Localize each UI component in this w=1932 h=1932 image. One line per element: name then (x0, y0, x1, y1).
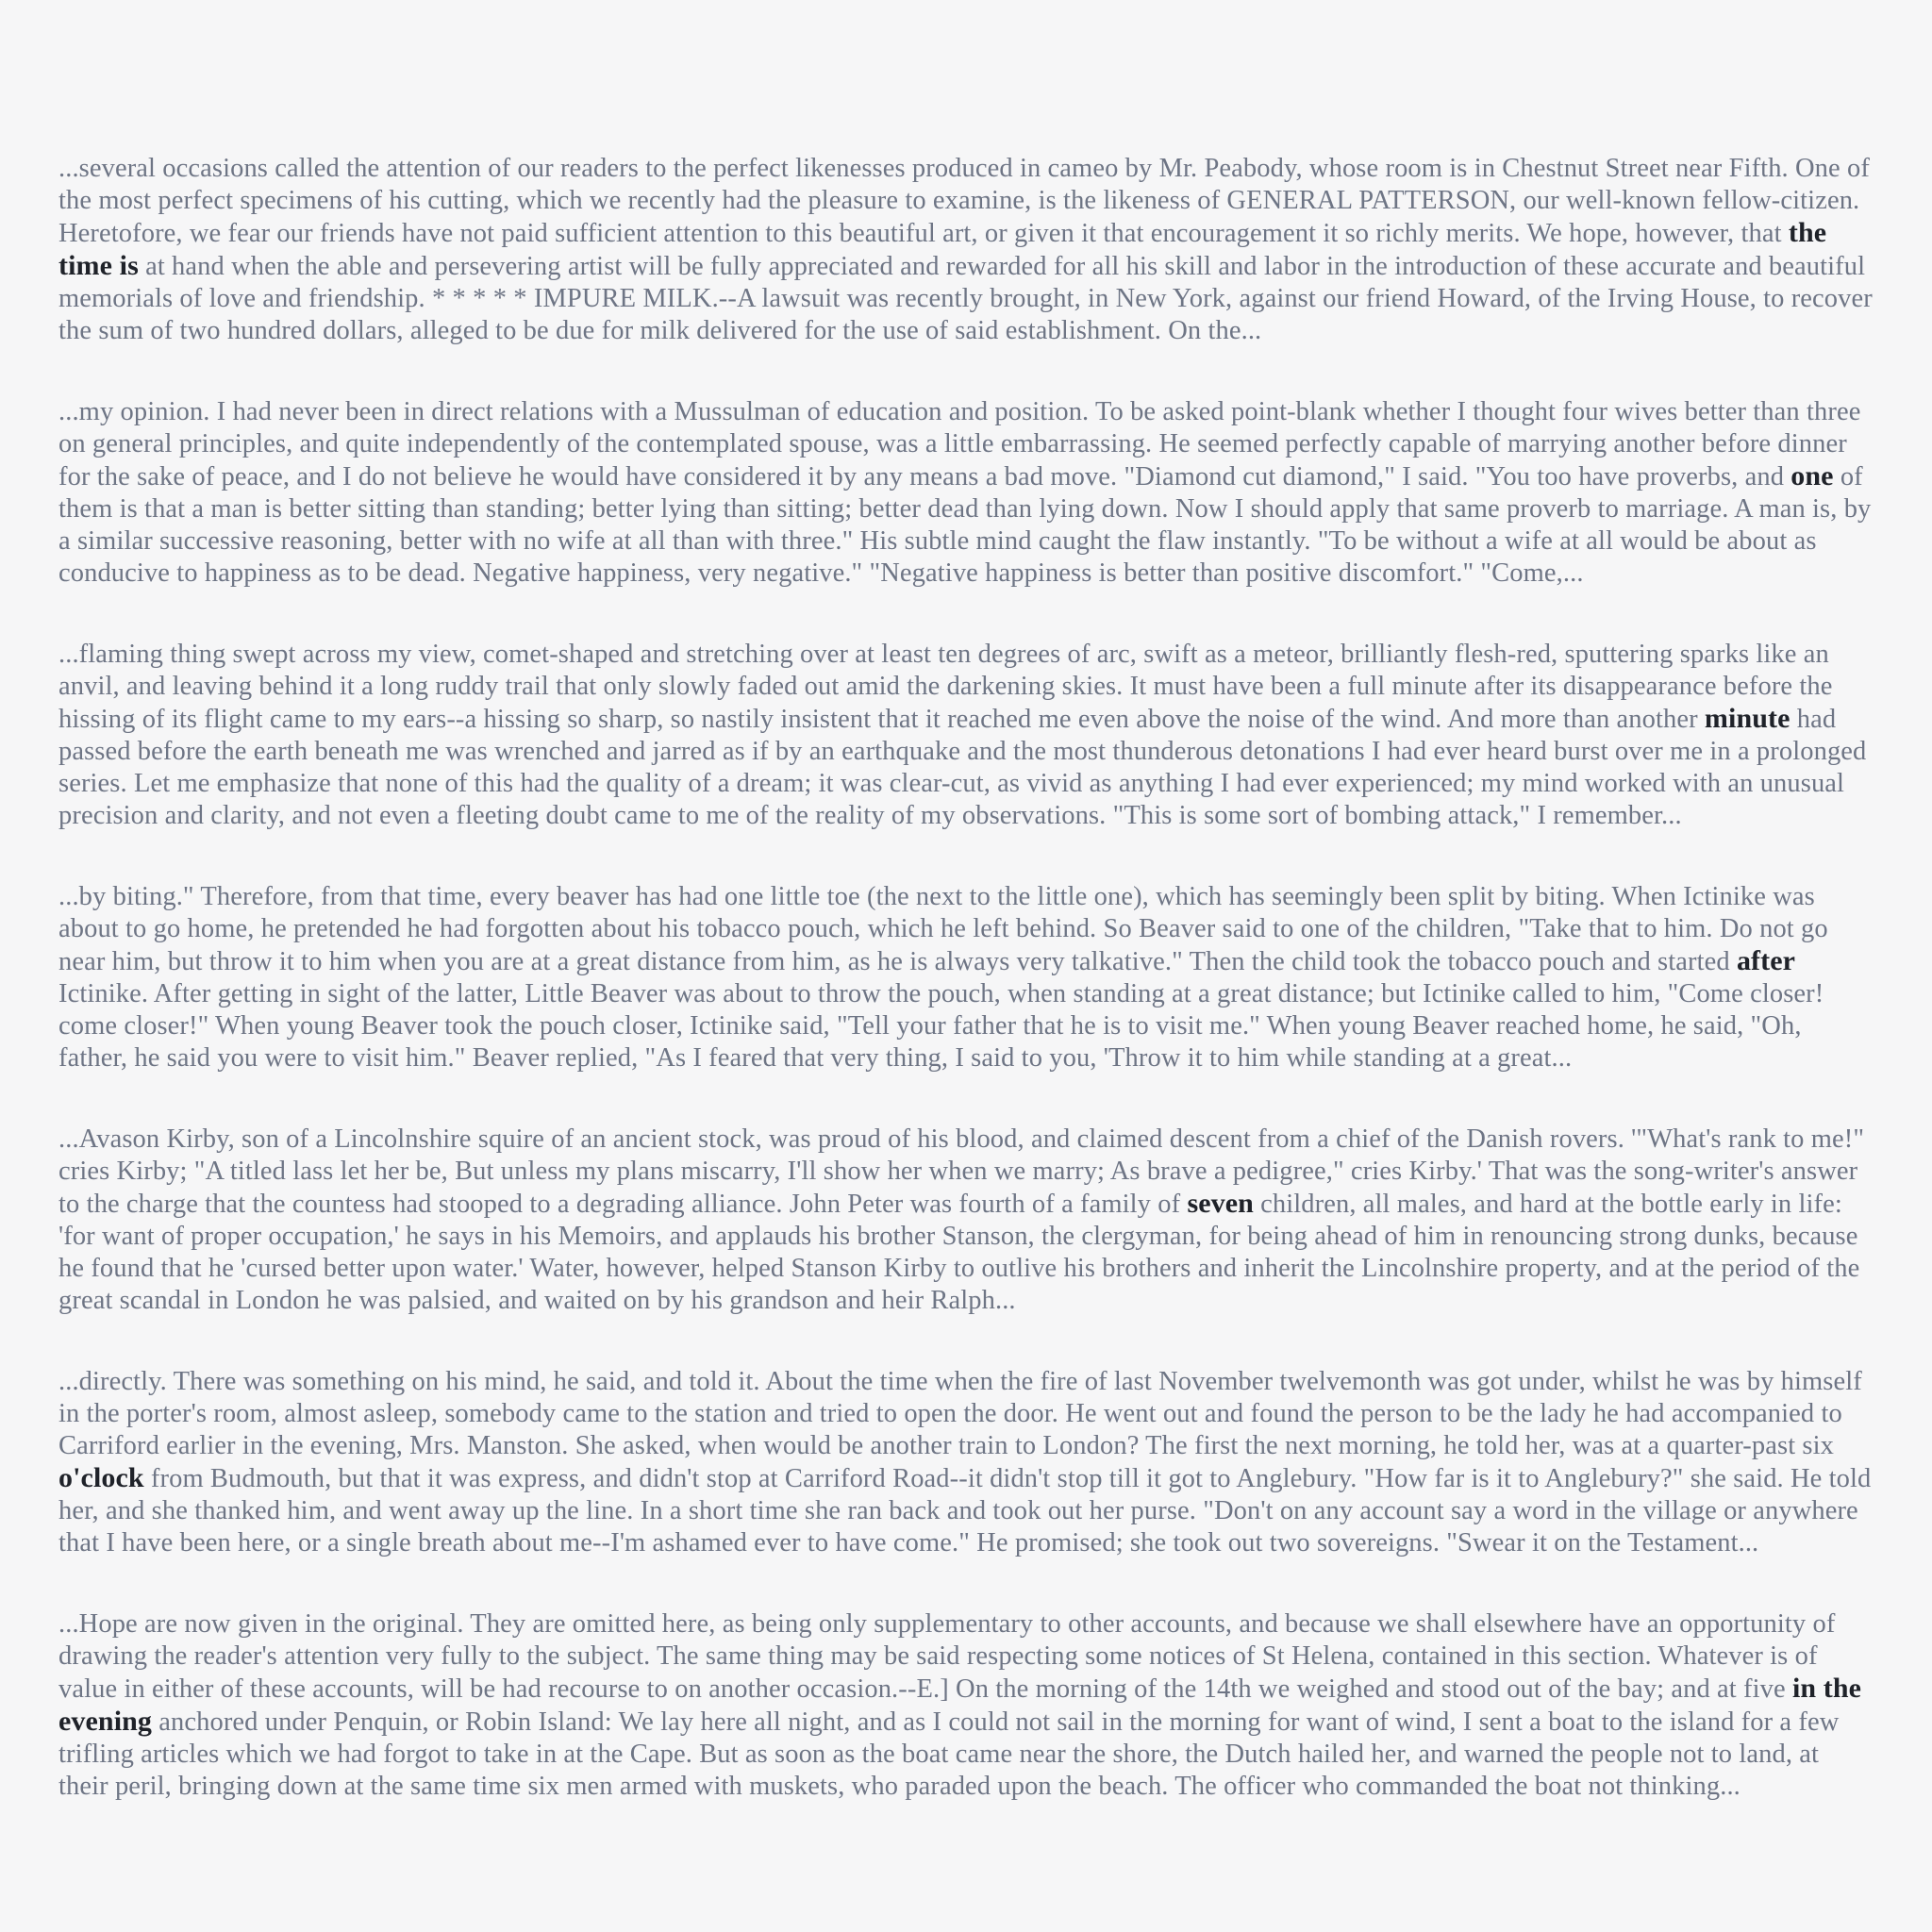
body-text-segment: children, all males, and hard at the bottle early in life: 'for want of proper occupation,' he says in his Memoirs, and applauds his brother Stanson, the clergyman, for being ahead of him in renouncing strong dunks, because he found that he 'cursed better upon water.' Water, however, helped Stanson Kirby to outlive his brothers and inherit the Lincolnshire property, and at the period of the great scandal in London he was palsied, and waited on by his grandson and heir Ralph... (58, 1190, 1860, 1315)
body-text-segment: ...by biting." Therefore, from that time, every beaver has had one little toe (the next to the little one), which has seemingly been split by biting. When Ictinike was about to go home, he pretended he had forgotten about his tobacco pouch, which he left behind. So Beaver said to one of the children, "Take that to him. Do not go near him, but throw it to him when you are at a great distance from him, as he is always very talkative." Then the child took the tobacco pouch and started (58, 882, 1828, 976)
bold-keyword: one (1790, 460, 1834, 491)
bold-keyword: the time is (58, 217, 1827, 281)
text-excerpt-6 (58, 1366, 1874, 1559)
body-text-segment: ...directly. There was something on his mind, he said, and told it. About the time when the fire of last November twelvemonth was got under, whilst he was by himself in the porter's room, almost asleep, somebody came to the station and tried to open the door. He went out and found the person to be the lady he had accompanied to Carriford earlier in the evening, Mrs. Manston. She asked, when would be another train to London? The first the next morning, he told her, was at a quarter-past six (58, 1367, 1862, 1460)
body-text-segment: ...Hope are now given in the original. They are omitted here, as being only supplementary to other accounts, and because we shall elsewhere have an opportunity of drawing the reader's attention very fully to the subject. The same thing may be said respecting some notices of St Helena, contained in this section. Whatever is of value in either of these accounts, will be had recourse to on another occasion.--E.] On the morning of the 14th we weighed and stood out of the bay; and at five (58, 1609, 1836, 1704)
bold-keyword: minute (1704, 703, 1790, 734)
text-excerpt-4 (58, 881, 1874, 1074)
body-text-segment: had passed before the earth beneath me was wrenched and jarred as if by an earthquake and the most thunderous detonations I had ever heard burst over me in a prolonged series. Let me emphasize that none of this had the quality of a dream; it was clear-cut, as vivid as anything I had ever experienced; my mind worked with an unusual precision and clarity, and not even a fleeting doubt came to me of the reality of my observations. "This is some sort of bombing attack," I remember... (58, 705, 1867, 830)
text-excerpt-1 (58, 153, 1874, 347)
body-text-segment: ...Avason Kirby, son of a Lincolnshire squire of an ancient stock, was proud of his blood, and claimed descent from a chief of the Danish rovers. '"What's rank to me!" cries Kirby; "A titled lass let her be, But unless my plans miscarry, I'll show her when we marry; As brave a pedigree," cries Kirby.' That was the song-writer's answer to the charge that the countess had stooped to a degrading alliance. John Peter was fourth of a family of (58, 1124, 1865, 1219)
body-text-segment: at hand when the able and persevering artist will be fully appreciated and rewarded for all his skill and labor in the introduction of these accurate and beautiful memorials of love and friendship. * * * * * IMPURE MILK.--A lawsuit was recently brought, in New York, against our friend Howard, of the Irving House, to recover the sum of two hundred dollars, alleged to be due for milk delivered for the use of said establishment. On the... (58, 252, 1873, 345)
body-text-segment: ...my opinion. I had never been in direct relations with a Mussulman of education and position. To be asked point-blank whether I thought four wives better than three on general principles, and quite independently of the contemplated spouse, was a little embarrassing. He seemed perfectly capable of marrying another before dinner for the sake of peace, and I do not believe he would have considered it by any means a bad move. "Diamond cut diamond," I said. "You too have proverbs, and (58, 397, 1861, 491)
text-excerpt-7 (58, 1608, 1874, 1803)
body-text-segment: of them is that a man is better sitting than standing; better lying than sitting; better dead than lying down. Now I should apply that same proverb to marriage. A man is, by a similar successive reasoning, better with no wife at all than with three." His subtle mind caught the flaw instantly. "To be without a wife at all would be about as conducive to happiness as to be dead. Negative happiness, very negative." "Negative happiness is better than positive discomfort." "Come,... (58, 462, 1872, 588)
bold-keyword: o'clock (58, 1462, 144, 1493)
body-text-segment: from Budmouth, but that it was express, and didn't stop at Carriford Road--it didn't stop till it got to Anglebury. "How far is it to Anglebury?" she said. He told her, and she thanked him, and went away up the line. In a short time she ran back and took out her purse. "Don't on any account say a word in the village or anywhere that I have been here, or a single breath about me--I'm ashamed ever to have come." He promised; she took out two sovereigns. "Swear it on the Testament... (58, 1464, 1872, 1557)
body-text-segment: ...flaming thing swept across my view, comet-shaped and stretching over at least ten degrees of arc, swift as a meteor, brilliantly flesh-red, sputtering sparks like an anvil, and leaving behind it a long ruddy trail that only slowly faded out amid the darkening skies. It must have been a full minute after its disappearance before the hissing of its flight came to my ears--a hissing so sharp, so nastily insistent that it reached me even above the noise of the wind. And more than another (58, 640, 1833, 734)
bold-keyword: seven (1187, 1188, 1254, 1219)
body-text-segment: Ictinike. After getting in sight of the latter, Little Beaver was about to throw the pouch, when standing at a great distance; but Ictinike called to him, "Come closer! come closer!" When young Beaver took the pouch closer, Ictinike said, "Tell your father that he is to visit me." When young Beaver reached home, he said, "Oh, father, he said you were to visit him." Beaver replied, "As I feared that very thing, I said to you, 'Throw it to him while standing at a great... (58, 979, 1824, 1073)
bold-keyword: after (1736, 945, 1796, 976)
body-text-segment: anchored under Penquin, or Robin Island: We lay here all night, and as I could not sail in the morning for want of wind, I sent a boat to the island for a few trifling articles which we had forgot to take in at the Cape. But as soon as the boat came near the shore, the Dutch hailed her, and warned the people not to land, at their peril, bringing down at the same time six men armed with muskets, who paraded upon the beach. The officer who commanded the boat not thinking... (58, 1707, 1840, 1801)
bold-keyword: in the evening (58, 1673, 1862, 1737)
text-excerpt-5 (58, 1124, 1874, 1317)
text-excerpt-2 (58, 396, 1874, 590)
body-text-segment: ...several occasions called the attention of our readers to the perfect likenesses produced in cameo by Mr. Peabody, whose room is in Chestnut Street near Fifth. One of the most perfect specimens of his cutting, which we recently had the pleasure to examine, is the likeness of GENERAL PATTERSON, our well-known fellow-citizen. Heretofore, we fear our friends have not paid sufficient attention to this beautiful art, or given it that encouragement it so richly merits. We hope, however, that (58, 154, 1870, 248)
text-excerpt-3 (58, 639, 1874, 832)
